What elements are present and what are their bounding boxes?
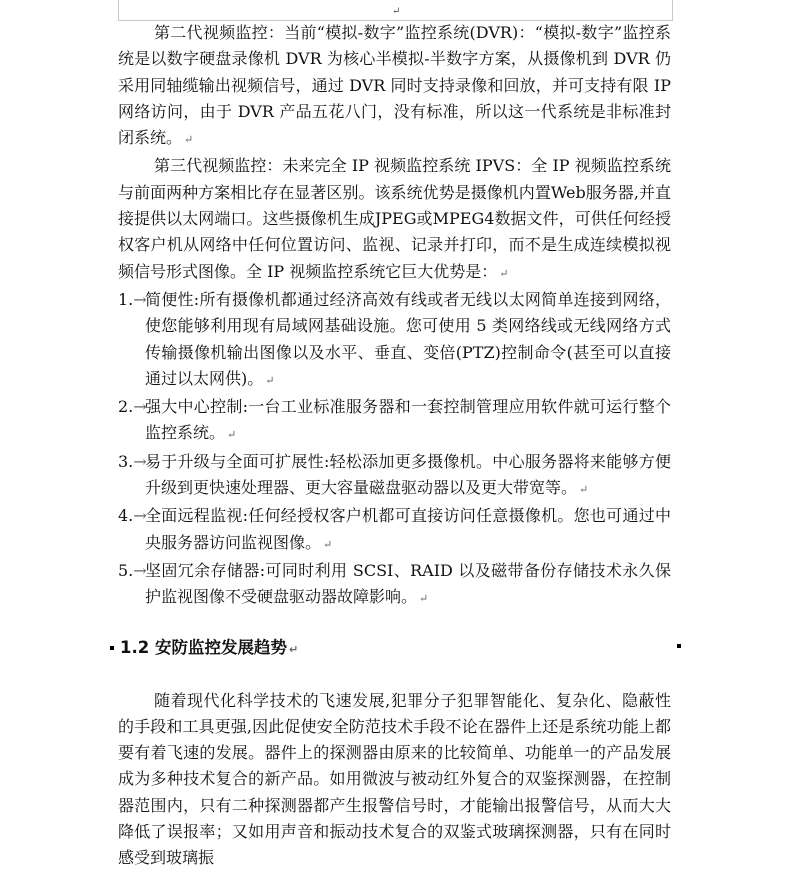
paragraph-mark: ↵ [184,133,194,147]
paragraph-mark: ↵ [419,592,429,606]
section-heading-block [118,633,671,663]
paragraph-text: 第三代视频监控：未来完全 IP 视频监控系统 IPVS：全 IP 视频监控系统与前面两种方案相比存在显著区别。该系统优势是摄像机内置Web服务器,并直接提供以太网端口。这些摄像机生成JPEG或MPEG4数据文件，可供任何经授权客户机从网络中任何位置访问、监视、记录并打印，而不是生成连续模拟视频信号形式图像。全 IP 视频监控系统它巨大优势是： [118,156,671,281]
paragraph-mark: ↵ [227,428,237,442]
list-item-text: 简便性:所有摄像机都通过经济高效有线或者无线以太网简单连接到网络，使您能够利用现有局域网基础设施。您可使用 5 类网络线或无线网络方式传输摄像机输出图像以及水平、垂直、变倍(PTZ)控制命令(甚至可以直接通过以太网供)。 [145,289,671,388]
heading-bullet-icon [110,646,114,650]
paragraph-third-generation[interactable] [118,153,671,286]
paragraph-mark: ↵ [288,642,299,656]
list-item[interactable] [118,287,671,394]
list-item[interactable] [118,503,671,558]
list-number: 5.→ [118,560,147,580]
paragraph-mark: ↵ [323,537,333,551]
paragraph-development-trend[interactable] [118,688,671,872]
paragraph-text: 随着现代化科学技术的飞速发展,犯罪分子犯罪智能化、复杂化、隐蔽性的手段和工具更强,因此促使安全防范技术手段不论在器件上还是系统功能上都要有着飞速的发展。器件上的探测器由原来的比较简单、功能单一的产品发展成为多种技术复合的新产品。如用微波与被动红外复合的双鉴探测器，在控制器范围内，只有二种探测器都产生报警信号时，才能输出报警信号，从而大大降低了误报率；又如用声音和振动技术复合的双鉴式玻璃探测器，只有在同时感受到玻璃振 [118,690,671,868]
paragraph-second-generation[interactable] [118,20,671,153]
list-item-text: 坚固冗余存储器:可同时利用 SCSI、RAID 以及磁带备份存储技术永久保护监视图像不受硬盘驱动器故障影响。 [145,560,671,607]
list-item[interactable] [118,449,671,504]
list-number: 4.→ [118,506,147,526]
heading-anchor-icon [677,644,681,648]
paragraph-mark: ↵ [499,266,509,280]
list-item[interactable] [118,394,671,449]
document-body [118,20,671,872]
list-number: 2.→ [118,397,147,417]
tab-arrow-icon: → [133,451,147,471]
list-item-text: 易于升级与全面可扩展性:轻松添加更多摄像机。中心服务器将来能够方便升级到更快速处理器、更大容量磁盘驱动器以及更大带宽等。 [145,451,671,498]
list-item-text: 全面远程监视:任何经授权客户机都可直接访问任意摄像机。您也可通过中央服务器访问监视图像。 [145,506,671,552]
list-number: 3.→ [118,451,147,471]
tab-arrow-icon: → [133,560,147,580]
tab-arrow-icon: → [133,289,147,309]
list-item-text: 强大中心控制:一台工业标准服务器和一套控制管理应用软件就可运行整个监控系统。 [145,397,671,443]
section-heading[interactable]: 1.2 安防监控发展趋势 ↵ [120,637,299,657]
list-number: 1.→ [118,289,147,309]
tab-arrow-icon: → [133,506,147,526]
header-paragraph-mark: ↵ [392,6,401,17]
paragraph-mark: ↵ [265,373,275,387]
tab-arrow-icon: → [133,397,147,417]
list-item[interactable] [118,558,671,613]
paragraph-mark: ↵ [579,483,589,497]
advantages-list [118,287,671,613]
paragraph-text: 第二代视频监控：当前“模拟-数字”监控系统(DVR)：“模拟-数字”监控系统是以数字硬盘录像机 DVR 为核心半模拟-半数字方案，从摄像机到 DVR 仍采用同轴缆输出视频信号，通过 DVR 同时支持录像和回放，并可支持有限 IP 网络访问，由于 DVR 产品五花八门，没有标准，所以这一代系统是非标准封闭系统。 [118,23,671,148]
